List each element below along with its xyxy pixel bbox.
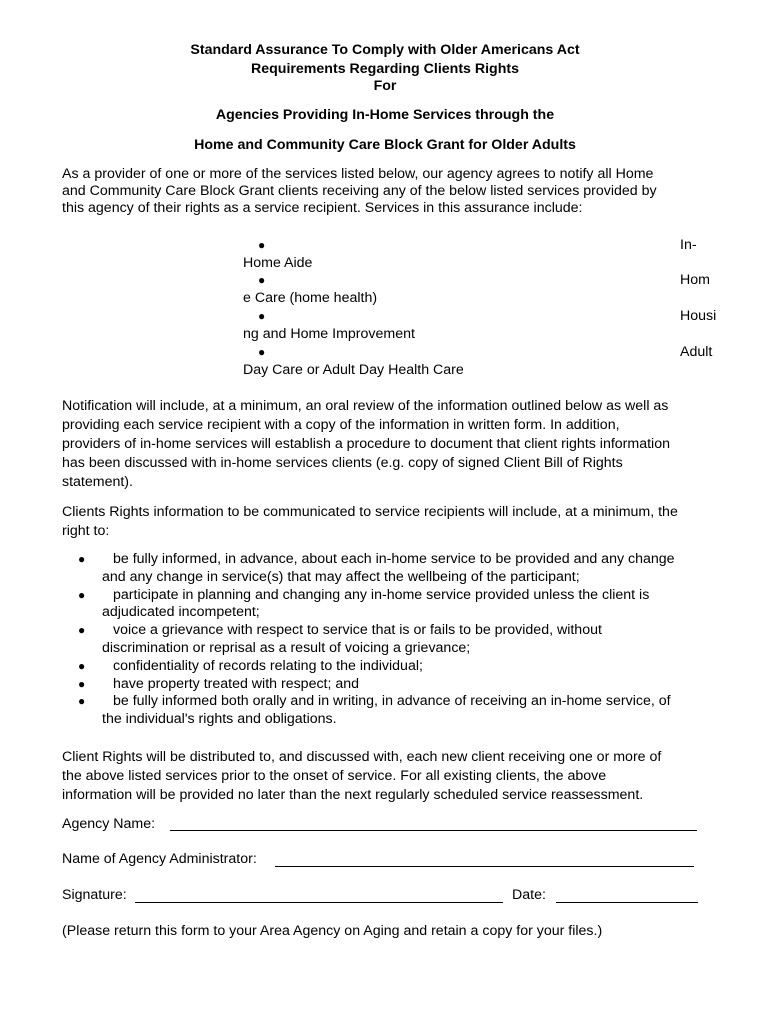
footer-note: (Please return this form to your Area Agency on Aging and retain a copy for your files.) bbox=[62, 923, 603, 939]
right-3-line-2: discrimination or reprisal as a result of voicing a grievance; bbox=[102, 639, 471, 656]
title-line-1: Standard Assurance To Comply with Older Americans Act bbox=[190, 42, 580, 58]
service-2-label: e Care (home health) bbox=[243, 290, 378, 306]
right-1-line-2: and any change in service(s) that may affect the wellbeing of the participant; bbox=[102, 568, 580, 585]
right-2-line-1: participate in planning and changing any in-home service provided unless the client is bbox=[113, 586, 650, 603]
service-4-label: Day Care or Adult Day Health Care bbox=[243, 362, 464, 378]
agency-name-field[interactable] bbox=[170, 830, 697, 831]
administrator-name-field[interactable] bbox=[275, 866, 694, 867]
rights-list-item bbox=[62, 587, 722, 623]
rights-intro-line-1: Clients Rights information to be communicated to service recipients will include, at a minimum, the bbox=[62, 504, 678, 520]
bullet-icon: ● bbox=[78, 552, 86, 566]
rights-list bbox=[62, 551, 722, 729]
distribution-line-1: Client Rights will be distributed to, and discussed with, each new client receiving one or more of bbox=[62, 749, 662, 765]
rights-intro bbox=[62, 503, 722, 541]
bullet-icon: ● bbox=[78, 587, 86, 602]
service-1-fragment: In- bbox=[680, 237, 697, 253]
bullet-icon: ● bbox=[78, 676, 86, 691]
notification-line-5: statement). bbox=[62, 474, 133, 490]
date-label: Date: bbox=[512, 887, 546, 903]
right-2-line-2: adjudicated incompetent; bbox=[102, 604, 260, 621]
bullet-icon: ● bbox=[258, 238, 266, 252]
intro-paragraph bbox=[62, 165, 722, 218]
bullet-icon: ● bbox=[78, 694, 86, 709]
notification-paragraph bbox=[62, 397, 722, 492]
rights-list-item bbox=[62, 676, 722, 694]
date-field[interactable] bbox=[556, 902, 698, 903]
title-line-5: Home and Community Care Block Grant for Older Adults bbox=[194, 137, 576, 153]
intro-line-3: this agency of their rights as a service recipient. Services in this assurance include: bbox=[62, 200, 583, 216]
right-5-line-1: have property treated with respect; and bbox=[113, 675, 360, 692]
notification-line-3: providers of in-home services will establish a procedure to document that client rights information bbox=[62, 436, 670, 452]
service-1-label: Home Aide bbox=[243, 255, 313, 271]
intro-line-1: As a provider of one or more of the services listed below, our agency agrees to notify all Home bbox=[62, 166, 654, 182]
notification-line-2: providing each service recipient with a copy of the information in written form. In addition, bbox=[62, 417, 620, 433]
right-3-line-1: voice a grievance with respect to service that is or fails to be provided, without bbox=[113, 622, 602, 639]
right-1-line-1: be fully informed, in advance, about each in-home service to be provided and any change bbox=[113, 551, 675, 567]
rights-intro-line-2: right to: bbox=[62, 523, 110, 539]
bullet-icon: ● bbox=[78, 658, 86, 673]
agency-name-label: Agency Name: bbox=[62, 816, 156, 832]
bullet-icon: ● bbox=[258, 273, 266, 287]
distribution-line-2: the above listed services prior to the onset of service. For all existing clients, the above bbox=[62, 768, 607, 784]
signature-label: Signature: bbox=[62, 887, 127, 903]
title-line-2: Requirements Regarding Clients Rights bbox=[250, 61, 520, 77]
service-3-fragment: Housi bbox=[680, 308, 717, 324]
notification-line-1: Notification will include, at a minimum, an oral review of the information outlined below as well as bbox=[62, 398, 669, 414]
administrator-name-label: Name of Agency Administrator: bbox=[62, 851, 257, 867]
signature-field[interactable] bbox=[135, 902, 503, 903]
distribution-paragraph bbox=[62, 748, 722, 805]
bullet-icon: ● bbox=[258, 345, 266, 359]
title-line-3: For bbox=[373, 78, 397, 94]
distribution-line-3: information will be provided no later than the next regularly scheduled service reassessment. bbox=[62, 787, 644, 803]
right-6-line-2: the individual's rights and obligations. bbox=[102, 711, 337, 728]
service-2-fragment: Hom bbox=[680, 272, 710, 288]
bullet-icon: ● bbox=[258, 309, 266, 323]
rights-list-item bbox=[62, 693, 722, 729]
notification-line-4: has been discussed with in-home services clients (e.g. copy of signed Client Bill of Rights bbox=[62, 455, 623, 471]
right-6-line-1: be fully informed both orally and in writing, in advance of receiving an in-home service, of bbox=[113, 693, 671, 710]
intro-line-2: and Community Care Block Grant clients receiving any of the below listed services provided by bbox=[62, 183, 657, 199]
right-4-line-1: confidentiality of records relating to the individual; bbox=[113, 657, 423, 674]
service-3-label: ng and Home Improvement bbox=[243, 326, 415, 342]
rights-list-item bbox=[62, 658, 722, 676]
rights-list-item bbox=[62, 551, 722, 587]
service-4-fragment: Adult bbox=[680, 344, 713, 360]
bullet-icon: ● bbox=[78, 623, 86, 638]
title-line-4: Agencies Providing In-Home Services through the bbox=[215, 107, 555, 123]
rights-list-item bbox=[62, 622, 722, 658]
